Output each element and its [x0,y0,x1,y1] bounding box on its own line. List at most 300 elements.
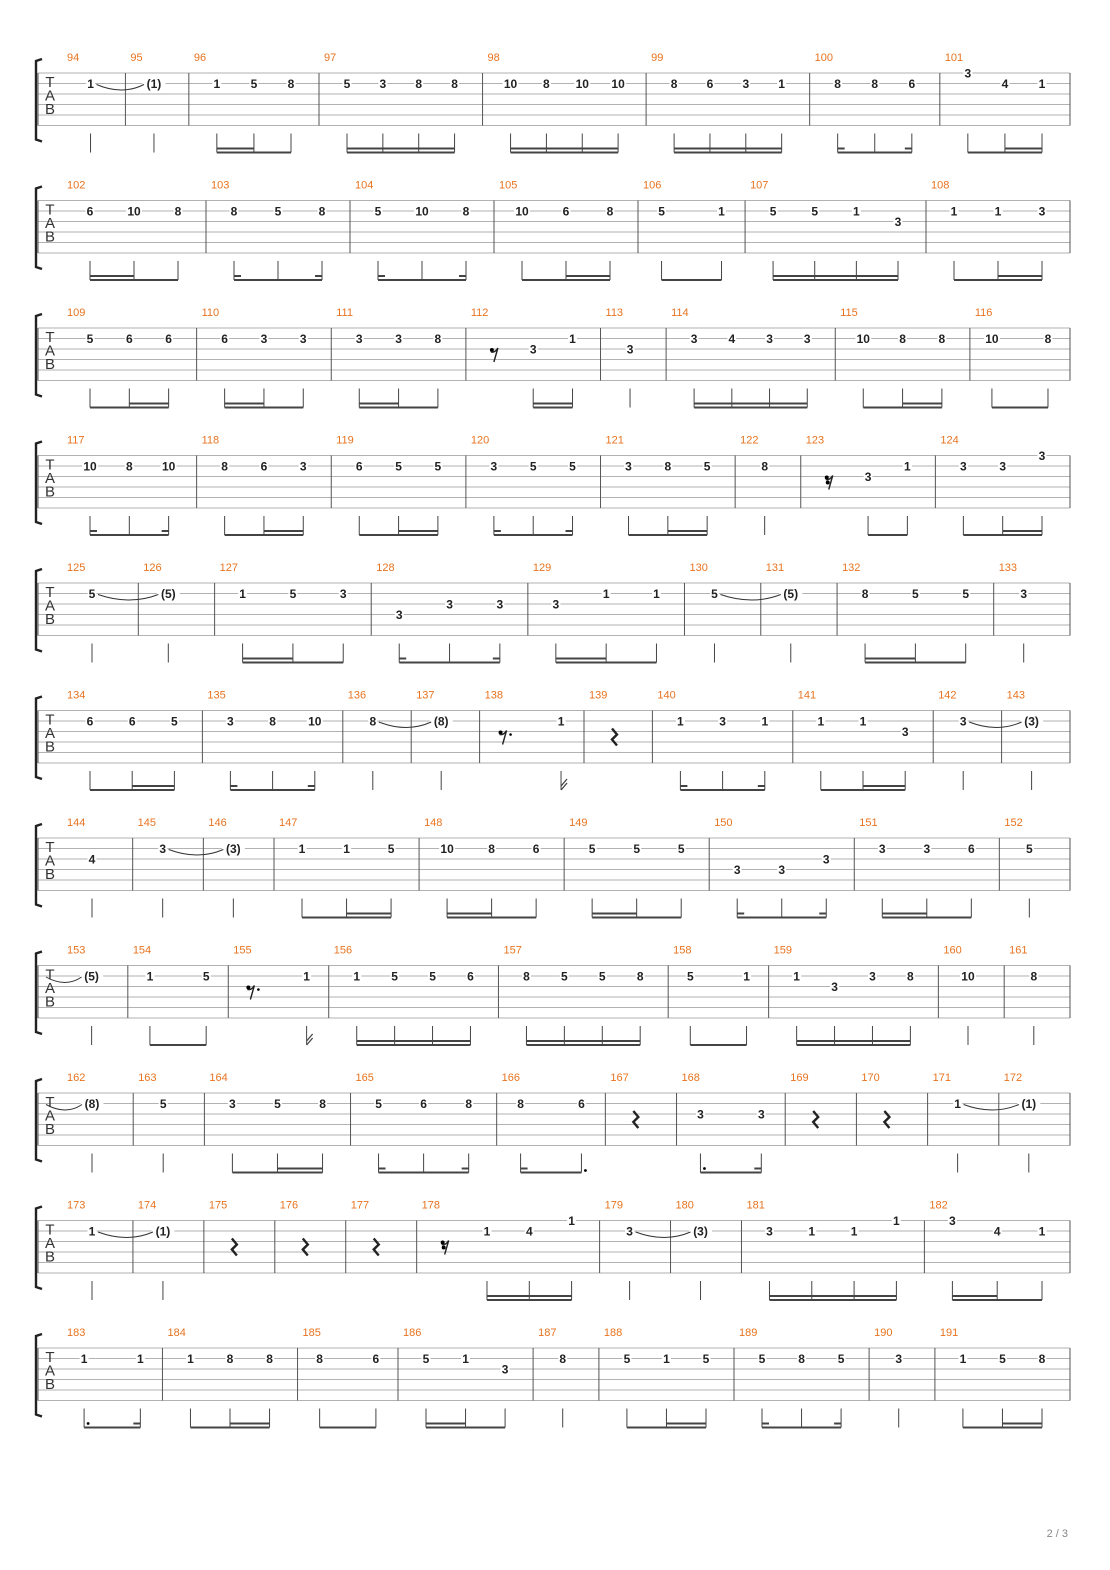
measure [204,1200,237,1274]
fret-number: 4 [1001,77,1009,91]
fret-number: 3 [299,459,307,474]
fret-number: 3 [895,1352,903,1366]
measure [854,817,976,918]
fret-number: 5 [962,587,970,601]
measure-number: 143 [1006,689,1025,702]
rest-stroke [232,1239,237,1256]
measure [668,945,751,1046]
fret-number: 1 [718,204,725,219]
fret-number: 8 [125,459,133,474]
fret-number: 3 [766,332,773,346]
fret-number: 3 [339,587,347,601]
fret-number: 1 [213,77,221,91]
tab-system [36,180,1070,281]
fret-number: 8 [761,459,769,474]
rest-stroke [374,1239,379,1256]
measure-number: 178 [421,1199,441,1212]
fret-number: 3 [690,332,698,346]
page-number: 2 / 3 [1046,1528,1068,1540]
measure-number: 156 [333,944,353,957]
measure [801,435,912,536]
fret-number: 8 [287,77,295,91]
fret-number: 5 [274,204,282,219]
measure-number: 104 [355,179,374,192]
measure-number: 190 [874,1327,893,1339]
fret-number: 3 [757,1107,765,1122]
fret-number: 1 [483,1224,491,1239]
measure [924,1200,1046,1301]
measure-number: 94 [67,52,80,64]
fret-number: 1 [653,587,660,601]
measure-number: 173 [67,1199,86,1212]
tab-clef-letter: B [44,738,56,756]
fret-number: 1 [677,714,684,729]
measure [331,307,442,408]
fret-number: 3 [923,842,931,856]
measure-number: 154 [132,944,152,957]
measure-number: 189 [739,1327,758,1339]
fret-number: 6 [86,714,94,729]
fret-number: 5 [677,842,685,856]
rest-dot [509,733,512,736]
fret-number: 3 [501,1362,509,1377]
fret-number: 8 [670,77,678,91]
fret-number: 6 [706,77,714,91]
fret-number: 5 [633,842,641,856]
measure [197,307,308,408]
rest-dotted-eighth [246,986,259,1000]
tab-clef-letter: T [45,1094,55,1111]
fret-number: 6 [125,332,133,346]
fret-number: 1 [569,332,576,346]
tab-clef-letter: A [44,1107,56,1125]
fret-number: 5 [250,77,258,91]
fret-number: 1 [904,459,911,474]
rest-quarter [633,1111,638,1128]
fret-number: 1 [850,1224,858,1239]
fret-number: 3 [355,332,363,346]
tab-clef-letter: B [44,866,56,883]
measure [636,1200,712,1301]
fret-number: 5 [837,1352,845,1366]
fret-number: 6 [355,459,363,474]
rest-stroke [813,1111,818,1128]
fret-number: 1 [1038,77,1046,91]
measure-number: 135 [207,689,226,702]
measure-number: 118 [201,434,220,447]
tab-clef-letter: A [44,87,56,105]
measure [466,435,577,536]
measure-number: 186 [403,1327,422,1339]
fret-number: (3) [693,1224,708,1239]
fret-number: 3 [529,342,537,357]
measure [933,690,968,791]
measure [684,562,719,663]
fret-number: 8 [369,714,377,729]
tab-clef-letter: T [45,74,55,91]
measure-number: 109 [67,307,86,319]
fret-number: 5 [374,204,382,219]
measure [994,562,1029,663]
fret-number: 5 [703,459,711,474]
fret-number: 8 [266,1352,273,1366]
measure-number: 188 [603,1327,623,1339]
fret-number: 3 [999,459,1007,474]
measure [652,690,769,791]
measure [189,52,296,153]
fret-number: 4 [993,1224,1001,1239]
measure [466,307,577,408]
measure-number: 107 [750,179,769,192]
measure [646,52,786,153]
measure [601,307,635,408]
fret-number: 5 [387,842,395,856]
measure [98,562,180,663]
system-bracket [36,1207,42,1290]
measure-number: 141 [797,689,817,702]
measure-number: 171 [932,1072,951,1084]
fret-number: (5) [160,587,176,601]
fret-number: 8 [415,77,423,91]
fret-number: 6 [128,714,136,729]
measure-number: 165 [355,1072,374,1084]
fret-number: 8 [221,459,228,474]
measure [735,435,769,536]
measure-number: 176 [279,1199,299,1212]
measure-number: 153 [67,944,86,957]
tab-clef-letter: B [44,1121,56,1138]
fret-number: 5 [375,1097,382,1111]
rest-stroke [884,1111,889,1128]
fret-number: 3 [901,725,909,739]
fret-number: 6 [372,1352,380,1366]
system-bracket [36,569,42,652]
tab-clef-letter: A [44,852,56,870]
fret-number: 6 [562,204,570,219]
rest-head [442,1246,446,1250]
fret-number: 1 [87,77,94,91]
fret-number: 3 [697,1107,704,1122]
beam-dot [703,1167,706,1170]
measure [98,1200,174,1301]
measure [204,1072,327,1173]
tie-arc [969,722,1021,728]
measure-number: 129 [532,562,552,574]
measure [67,52,95,153]
fret-number: 10 [985,332,999,346]
fret-number: 3 [260,332,268,346]
system-bracket [36,59,42,142]
measure [533,1327,567,1428]
measure [600,1200,635,1301]
fret-number: 5 [1025,842,1033,856]
fret-number: 1 [298,842,306,856]
system-bracket [36,314,42,397]
fret-number: 5 [202,969,210,984]
fret-number: 3 [1038,204,1046,219]
fret-number: 8 [861,587,869,601]
fret-number: 3 [878,842,886,856]
measure-number: 184 [167,1327,186,1339]
measure-number: 116 [974,307,993,319]
measure [417,1200,576,1301]
measure-number: 151 [859,817,878,829]
measure-number: 102 [67,179,86,192]
fret-number: 4 [88,852,96,867]
fret-number: 1 [761,714,769,729]
fret-number: 5 [289,587,297,601]
fret-number: 1 [80,1352,88,1366]
fret-number: 3 [964,66,972,81]
tab-clef-letter: B [44,611,56,628]
tab-clef-letter: A [44,597,56,615]
fret-number: 3 [446,597,453,612]
measure-number: 167 [610,1072,629,1084]
measure-number: 132 [842,562,861,574]
fret-number: 5 [561,969,568,984]
tab-clef-letter: T [45,1349,55,1366]
fret-number: 5 [159,1097,167,1111]
fret-number: 3 [959,714,967,729]
measure [584,690,617,764]
rest-quarter [374,1239,379,1256]
measure-number: 158 [673,944,692,957]
fret-number: 8 [517,1097,524,1111]
fret-number: (5) [783,587,799,601]
measure [275,1200,308,1274]
fret-number: 3 [822,852,830,867]
fret-number: 3 [490,459,498,474]
measure [419,817,541,918]
measure-number: 130 [689,562,708,574]
fret-number: 1 [950,204,958,219]
measure-number: 146 [208,817,227,829]
fret-number: 8 [451,77,458,91]
fret-number: 1 [137,1352,144,1366]
fret-number: 8 [834,77,841,91]
measure-number: 123 [805,434,825,447]
fret-number: 1 [353,969,361,984]
measure-number: 150 [714,817,733,829]
measure-number: 121 [605,434,624,447]
fret-number: (3) [226,842,241,856]
tie-arc [98,1232,153,1238]
tab-system [36,1327,1070,1428]
fret-number: 8 [465,1097,473,1111]
fret-number: 6 [165,332,172,346]
fret-number: 8 [636,969,644,984]
fret-number: 3 [395,608,403,622]
fret-number: 5 [686,969,694,984]
fret-number: 1 [239,587,246,601]
fret-number: 8 [230,204,238,219]
measure-number: 148 [424,817,443,829]
tab-clef-letter: A [44,725,56,742]
measure [528,562,661,663]
fret-number: 8 [664,459,672,474]
fret-number: 1 [853,204,860,219]
fret-number: (8) [84,1097,100,1111]
measure-number: 131 [765,562,785,574]
measure [666,307,812,408]
measure [734,1327,846,1428]
fret-number: 8 [543,77,550,91]
fret-number: 3 [379,77,387,91]
measure-number: 119 [336,434,354,447]
measure [601,435,712,536]
fret-number: 3 [733,863,741,877]
measure [564,817,686,918]
fret-number: 5 [171,714,178,729]
fret-number: 6 [967,842,975,856]
measure [935,435,1046,536]
fret-number: 8 [488,842,495,856]
measure-number: 138 [484,689,503,702]
measure [346,1200,379,1274]
fret-number: 3 [395,332,402,346]
fret-number: 3 [719,714,726,729]
measure [67,1327,145,1428]
fret-number: 3 [625,459,632,474]
fret-number: 4 [728,332,736,346]
measure-number: 117 [67,434,85,447]
fret-number: 1 [743,969,750,984]
measure-number: 175 [208,1199,228,1212]
fret-number: 8 [559,1352,567,1366]
measure-number: 125 [67,562,86,574]
fret-number: 3 [894,215,902,229]
fret-number: (1) [146,77,162,91]
tab-system [36,307,1070,408]
measure-number: 128 [376,562,395,574]
fret-number: 10 [575,77,589,91]
measure-number: 142 [938,689,957,702]
fret-number: 5 [569,459,576,474]
rest-dotted-eighth [499,731,512,745]
measure-number: 160 [943,944,962,957]
measure [133,817,168,918]
fret-number: 8 [1044,332,1052,346]
fret-number: 1 [602,587,610,601]
fret-number: 1 [793,969,800,984]
fret-number: 10 [83,459,97,474]
fret-number: 1 [343,842,350,856]
system-bracket [36,442,42,525]
fret-number: 1 [893,1214,900,1228]
measure-number: 99 [651,52,664,64]
measure [197,435,308,536]
measure-number: 95 [130,52,143,64]
fret-number: 8 [798,1352,805,1366]
measure [67,307,173,408]
fret-number: 1 [959,1352,967,1366]
fret-number: (3) [1024,714,1039,729]
tab-system [36,1200,1070,1301]
fret-number: 8 [606,204,614,219]
measure-number: 161 [1009,944,1028,957]
fret-number: 5 [391,969,398,984]
fret-number: 8 [316,1352,323,1366]
measure-number: 162 [67,1072,86,1084]
measure-number: 172 [1003,1072,1023,1084]
fret-number: 5 [588,842,596,856]
measure [128,945,211,1046]
measure [351,1072,474,1173]
fret-number: 8 [319,1097,326,1111]
fret-number: 8 [269,714,276,729]
measure-number: 122 [740,434,759,447]
measure [605,1072,638,1146]
tab-system [36,945,1070,1046]
measure [869,1327,903,1428]
fret-number: 3 [552,597,560,612]
fret-number: 6 [420,1097,427,1111]
measure [483,52,627,153]
measure-number: 111 [336,307,353,319]
tab-clef-letter: B [44,356,56,373]
fret-number: 3 [229,1097,236,1111]
measure [331,435,442,536]
measure [677,1072,766,1173]
tab-clef-letter: B [44,228,56,246]
measure-number: 103 [211,179,230,192]
measure [67,435,177,536]
measure [720,562,802,663]
measure [162,1327,274,1428]
measure [835,307,946,408]
fret-number: 3 [227,714,234,729]
tab-clef-letter: B [44,483,56,501]
fret-number: 5 [86,332,94,346]
fret-number: 5 [623,1352,631,1366]
measure [215,562,348,663]
measure-number: 97 [324,52,337,64]
measure-number: 137 [416,689,435,702]
fret-number: 8 [174,204,182,219]
measure-number: 110 [201,307,220,319]
fret-number: 5 [598,969,606,984]
fret-number: 3 [960,459,967,474]
tab-clef-letter: A [44,980,56,997]
measure [970,307,1053,408]
tab-clef-letter: T [45,201,55,219]
fret-number: 5 [88,587,96,601]
measure-number: 100 [814,52,834,64]
beam-dot [87,1422,90,1425]
fret-number: 1 [146,969,154,984]
fret-number: (1) [155,1224,171,1239]
measure [494,180,615,281]
measure-number: 179 [604,1199,623,1212]
tab-system [36,435,1070,536]
fret-number: 8 [318,204,326,219]
measure [480,690,567,791]
rest-quarter [232,1239,237,1256]
tie-arc [964,1105,1019,1111]
fret-number: 5 [429,969,436,984]
system-bracket [36,697,42,780]
measure [228,945,312,1046]
measure [169,817,245,918]
rest-stroke [303,1239,308,1256]
measure [133,1072,168,1173]
fret-number: 6 [467,969,474,984]
measure-number: 114 [671,307,689,319]
fret-number: 3 [766,1224,773,1239]
tab-clef-letter: B [44,101,56,118]
fret-number: 10 [308,714,322,729]
tab-clef-letter: A [44,1235,56,1252]
